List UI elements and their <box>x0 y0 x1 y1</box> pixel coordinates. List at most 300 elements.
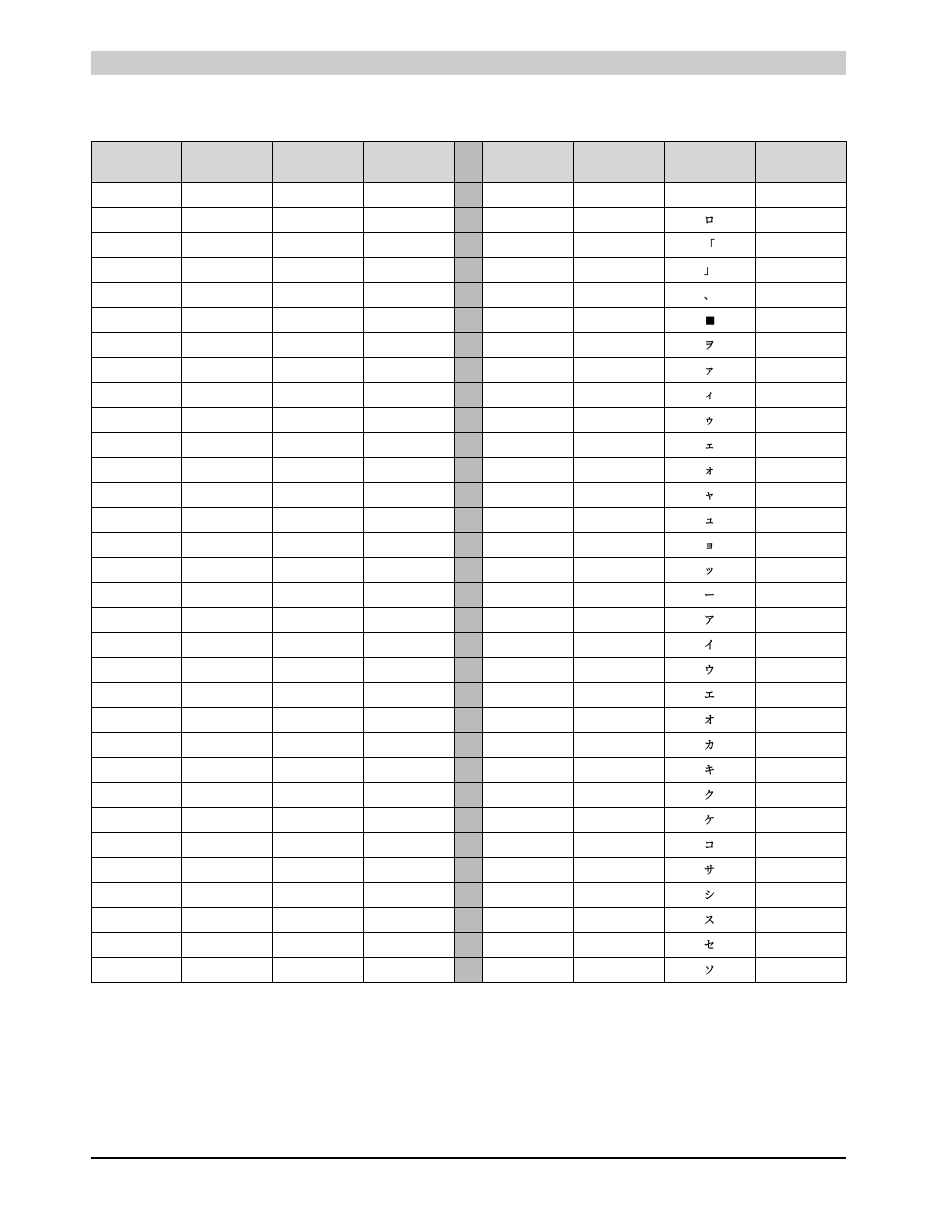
table-cell <box>665 383 756 408</box>
table-cell <box>574 183 665 208</box>
cell-text: ロ <box>704 213 716 227</box>
table-cell <box>182 283 273 308</box>
table-cell <box>574 833 665 858</box>
table-cell <box>364 233 455 258</box>
table-cell <box>455 808 483 833</box>
table-cell <box>483 658 574 683</box>
table-cell <box>92 183 182 208</box>
cell-text: ァ <box>704 363 716 377</box>
table-header-row <box>92 142 847 183</box>
table-cell <box>92 658 182 683</box>
table-cell <box>665 183 756 208</box>
table-cell <box>665 908 756 933</box>
table-cell <box>483 808 574 833</box>
table-cell <box>364 708 455 733</box>
table-cell <box>574 883 665 908</box>
table-row <box>92 308 847 333</box>
table-cell <box>455 458 483 483</box>
table-cell <box>455 433 483 458</box>
table-cell <box>574 433 665 458</box>
table-cell <box>483 333 574 358</box>
table-row <box>92 633 847 658</box>
table-cell <box>756 608 847 633</box>
cell-text: ア <box>704 613 716 627</box>
table-cell <box>364 883 455 908</box>
table-cell <box>455 233 483 258</box>
table-cell <box>574 708 665 733</box>
table-cell <box>665 483 756 508</box>
table-body <box>92 183 847 983</box>
cell-text: イ <box>704 638 716 652</box>
table-cell <box>364 533 455 558</box>
table-cell <box>92 858 182 883</box>
cell-text: ウ <box>704 663 716 677</box>
table-cell <box>483 558 574 583</box>
table-cell <box>455 508 483 533</box>
table-cell <box>182 533 273 558</box>
table-cell <box>483 308 574 333</box>
table-cell <box>92 733 182 758</box>
character-code-table <box>91 141 847 983</box>
table-cell <box>92 808 182 833</box>
table-cell <box>364 608 455 633</box>
table-cell <box>182 483 273 508</box>
table-cell <box>483 533 574 558</box>
header-cell-col-1 <box>92 142 182 183</box>
table-cell <box>483 283 574 308</box>
table-cell <box>483 783 574 808</box>
table-cell <box>455 408 483 433</box>
table-cell <box>756 358 847 383</box>
table-cell <box>665 833 756 858</box>
table-cell <box>756 408 847 433</box>
cell-text: 」 <box>704 263 716 277</box>
table-cell <box>574 933 665 958</box>
table-cell <box>574 358 665 383</box>
table-cell <box>273 733 364 758</box>
table-cell <box>364 558 455 583</box>
cell-text: シ <box>704 888 716 902</box>
table-cell <box>182 383 273 408</box>
table-row <box>92 508 847 533</box>
table-cell <box>92 233 182 258</box>
table-cell <box>483 408 574 433</box>
table-cell <box>273 708 364 733</box>
table-cell <box>92 358 182 383</box>
table-cell <box>182 833 273 858</box>
table-cell <box>92 558 182 583</box>
table-cell <box>273 808 364 833</box>
table-cell <box>483 683 574 708</box>
table-cell <box>273 608 364 633</box>
table-cell <box>756 883 847 908</box>
cell-text: セ <box>704 938 716 952</box>
table-cell <box>364 483 455 508</box>
table-cell <box>364 258 455 283</box>
cell-text: 、 <box>704 288 716 302</box>
table-cell <box>483 858 574 883</box>
table-cell <box>665 858 756 883</box>
table-cell <box>273 383 364 408</box>
table-cell <box>182 183 273 208</box>
table-cell <box>756 433 847 458</box>
table-cell <box>483 708 574 733</box>
table-cell <box>574 483 665 508</box>
table-cell <box>92 258 182 283</box>
table-cell <box>574 583 665 608</box>
table-cell <box>273 908 364 933</box>
table-cell <box>483 433 574 458</box>
table-cell <box>574 658 665 683</box>
table-cell <box>665 358 756 383</box>
table-cell <box>455 883 483 908</box>
cell-text: コ <box>704 838 716 852</box>
table-cell <box>665 558 756 583</box>
table-cell <box>182 883 273 908</box>
table-cell <box>483 833 574 858</box>
table-cell <box>364 808 455 833</box>
table-cell <box>455 583 483 608</box>
header-cell-col-3 <box>273 142 364 183</box>
table-cell <box>455 483 483 508</box>
cell-text: カ <box>704 738 716 752</box>
table-cell <box>483 508 574 533</box>
table-row <box>92 558 847 583</box>
table-cell <box>756 708 847 733</box>
table-cell <box>273 833 364 858</box>
cell-text: オ <box>704 713 716 727</box>
cell-text: ケ <box>704 813 716 827</box>
table-cell <box>182 758 273 783</box>
table-cell <box>574 333 665 358</box>
table-cell <box>273 183 364 208</box>
table-cell <box>273 758 364 783</box>
table-cell <box>455 783 483 808</box>
table-cell <box>182 358 273 383</box>
table-cell <box>665 233 756 258</box>
table-row <box>92 458 847 483</box>
table-cell <box>455 333 483 358</box>
table-row <box>92 958 847 983</box>
table-cell <box>182 933 273 958</box>
table-cell <box>273 283 364 308</box>
table-cell <box>182 783 273 808</box>
cell-text: ソ <box>704 963 716 977</box>
table-cell <box>455 958 483 983</box>
table-cell <box>364 333 455 358</box>
table-row <box>92 783 847 808</box>
table-row <box>92 433 847 458</box>
table-row <box>92 533 847 558</box>
table-cell <box>574 783 665 808</box>
table-cell <box>574 858 665 883</box>
table-row <box>92 333 847 358</box>
table-cell <box>483 883 574 908</box>
table-cell <box>756 183 847 208</box>
table-row <box>92 733 847 758</box>
table-cell <box>364 458 455 483</box>
table-cell <box>364 183 455 208</box>
table-cell <box>665 783 756 808</box>
table-cell <box>455 283 483 308</box>
table-cell <box>756 658 847 683</box>
table-cell <box>364 658 455 683</box>
table-row <box>92 233 847 258</box>
cell-text: ェ <box>704 438 716 452</box>
table-row <box>92 858 847 883</box>
table-cell <box>574 908 665 933</box>
cell-text: ッ <box>704 563 716 577</box>
table-cell <box>756 458 847 483</box>
cell-text: ヲ <box>704 338 716 352</box>
table-cell <box>756 508 847 533</box>
cell-text: 「 <box>704 238 716 252</box>
table-cell <box>574 758 665 783</box>
table-cell <box>273 333 364 358</box>
table-cell <box>364 758 455 783</box>
table-row <box>92 358 847 383</box>
table-cell <box>273 633 364 658</box>
table-cell <box>665 533 756 558</box>
table-cell <box>364 383 455 408</box>
table-cell <box>483 933 574 958</box>
cell-text: ー <box>704 588 716 602</box>
table-cell <box>665 683 756 708</box>
table-cell <box>182 733 273 758</box>
table-cell <box>273 358 364 383</box>
table-cell <box>182 458 273 483</box>
table-cell <box>665 608 756 633</box>
table-cell <box>665 283 756 308</box>
table-cell <box>455 908 483 933</box>
table-cell <box>756 208 847 233</box>
table-cell <box>182 808 273 833</box>
table-cell <box>455 608 483 633</box>
table-cell <box>273 783 364 808</box>
table-cell <box>574 608 665 633</box>
table-cell <box>92 208 182 233</box>
table-row <box>92 483 847 508</box>
table-cell <box>273 858 364 883</box>
table-row <box>92 708 847 733</box>
table-cell <box>273 558 364 583</box>
table-cell <box>756 808 847 833</box>
cell-text: ■ <box>704 313 716 327</box>
table-cell <box>182 308 273 333</box>
table-cell <box>455 183 483 208</box>
header-cell-col-5 <box>455 142 483 183</box>
table-cell <box>665 308 756 333</box>
table-cell <box>182 858 273 883</box>
table-cell <box>756 833 847 858</box>
table-cell <box>182 558 273 583</box>
table-row <box>92 583 847 608</box>
table-cell <box>574 458 665 483</box>
table-row <box>92 283 847 308</box>
table-cell <box>483 908 574 933</box>
table-row <box>92 383 847 408</box>
table-cell <box>92 758 182 783</box>
table-row <box>92 258 847 283</box>
header-cell-col-2 <box>182 142 273 183</box>
table-cell <box>756 258 847 283</box>
cell-text: エ <box>704 688 716 702</box>
table-cell <box>273 208 364 233</box>
footer-rule <box>91 1157 846 1159</box>
table-cell <box>455 533 483 558</box>
table-cell <box>756 383 847 408</box>
table-cell <box>182 958 273 983</box>
table-cell <box>483 958 574 983</box>
table-cell <box>364 683 455 708</box>
table-cell <box>756 758 847 783</box>
table-cell <box>574 808 665 833</box>
table-cell <box>455 358 483 383</box>
table-row <box>92 933 847 958</box>
table-cell <box>364 208 455 233</box>
table-row <box>92 808 847 833</box>
table-cell <box>483 458 574 483</box>
table-cell <box>92 883 182 908</box>
table-cell <box>364 908 455 933</box>
table-cell <box>665 958 756 983</box>
table-cell <box>455 758 483 783</box>
table-cell <box>665 583 756 608</box>
table-cell <box>574 683 665 708</box>
table-cell <box>273 233 364 258</box>
table-cell <box>182 608 273 633</box>
table-cell <box>756 283 847 308</box>
table-cell <box>273 433 364 458</box>
table-cell <box>756 908 847 933</box>
table-row <box>92 833 847 858</box>
table-cell <box>665 333 756 358</box>
table-cell <box>364 633 455 658</box>
table-cell <box>574 558 665 583</box>
table-cell <box>364 733 455 758</box>
table-cell <box>756 783 847 808</box>
table-cell <box>574 733 665 758</box>
header-cell-col-6 <box>483 142 574 183</box>
table-cell <box>364 833 455 858</box>
header-cell-col-9 <box>756 142 847 183</box>
table-cell <box>364 858 455 883</box>
table-cell <box>364 308 455 333</box>
table-row <box>92 658 847 683</box>
table-cell <box>182 408 273 433</box>
table-cell <box>483 358 574 383</box>
table-cell <box>574 508 665 533</box>
table-cell <box>273 408 364 433</box>
table-cell <box>273 483 364 508</box>
table-cell <box>574 283 665 308</box>
table-cell <box>665 258 756 283</box>
page-header-bar <box>91 51 846 75</box>
table-cell <box>92 783 182 808</box>
table-cell <box>92 383 182 408</box>
table-cell <box>182 258 273 283</box>
table-cell <box>455 733 483 758</box>
cell-text: ィ <box>704 388 716 402</box>
table-cell <box>364 933 455 958</box>
table-cell <box>665 708 756 733</box>
table-cell <box>182 708 273 733</box>
table-cell <box>92 333 182 358</box>
table-cell <box>92 683 182 708</box>
table-cell <box>574 533 665 558</box>
table-cell <box>574 633 665 658</box>
table-cell <box>92 958 182 983</box>
table-cell <box>273 883 364 908</box>
table-cell <box>574 958 665 983</box>
table-cell <box>665 458 756 483</box>
table-cell <box>574 383 665 408</box>
table-cell <box>92 933 182 958</box>
table-cell <box>665 208 756 233</box>
table-cell <box>756 933 847 958</box>
table-cell <box>574 408 665 433</box>
table-cell <box>92 908 182 933</box>
table-cell <box>455 633 483 658</box>
table-cell <box>364 583 455 608</box>
table-cell <box>756 483 847 508</box>
table-cell <box>574 233 665 258</box>
table-cell <box>92 833 182 858</box>
table-cell <box>665 408 756 433</box>
table-cell <box>364 958 455 983</box>
table-cell <box>455 558 483 583</box>
cell-text: ゥ <box>704 413 716 427</box>
table-cell <box>92 283 182 308</box>
table-cell <box>665 758 756 783</box>
table-cell <box>92 508 182 533</box>
table-cell <box>273 533 364 558</box>
header-cell-col-8 <box>665 142 756 183</box>
table-cell <box>273 308 364 333</box>
cell-text: ス <box>704 913 716 927</box>
table-cell <box>665 633 756 658</box>
table-cell <box>273 658 364 683</box>
table-cell <box>182 433 273 458</box>
table-cell <box>574 208 665 233</box>
table-cell <box>92 408 182 433</box>
table-cell <box>483 383 574 408</box>
cell-text: キ <box>704 763 716 777</box>
table-cell <box>364 508 455 533</box>
table-cell <box>756 858 847 883</box>
cell-text: ュ <box>704 513 716 527</box>
table-cell <box>483 183 574 208</box>
table-cell <box>364 283 455 308</box>
table-cell <box>364 408 455 433</box>
table-row <box>92 683 847 708</box>
table-cell <box>182 683 273 708</box>
cell-text: ャ <box>704 488 716 502</box>
table-row <box>92 883 847 908</box>
table-cell <box>574 258 665 283</box>
table-cell <box>273 458 364 483</box>
header-cell-col-4 <box>364 142 455 183</box>
table-cell <box>483 608 574 633</box>
table-cell <box>92 608 182 633</box>
table-row <box>92 758 847 783</box>
table-row <box>92 208 847 233</box>
table-cell <box>92 458 182 483</box>
table-cell <box>455 308 483 333</box>
table-cell <box>364 433 455 458</box>
table-cell <box>182 908 273 933</box>
table-cell <box>756 733 847 758</box>
